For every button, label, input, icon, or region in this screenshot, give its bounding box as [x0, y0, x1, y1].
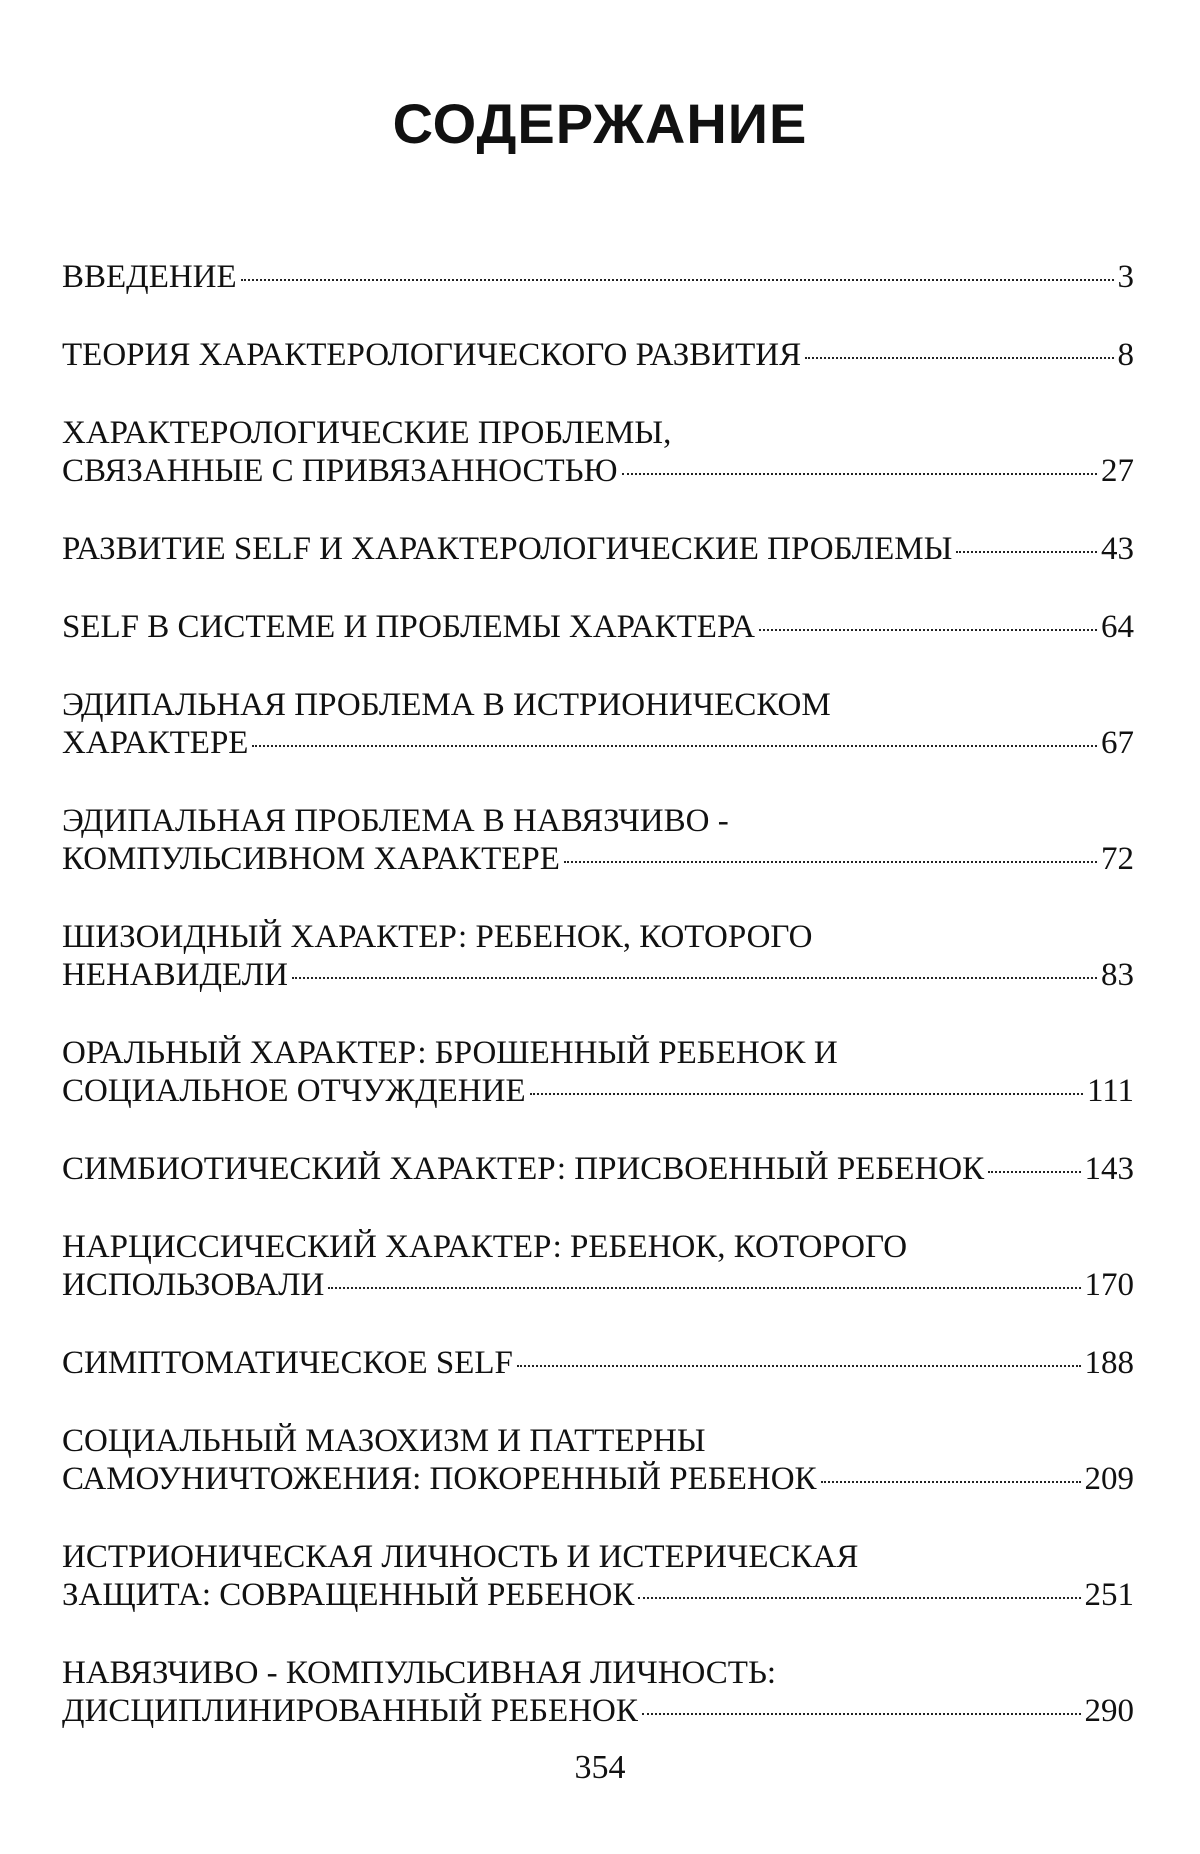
toc-entry-final-line [62, 608, 1134, 646]
toc-entry-title: КОМПУЛЬСИВНОМ ХАРАКТЕРЕ [62, 841, 560, 877]
toc-entry [62, 918, 1134, 994]
toc-entry-final-line [62, 1692, 1134, 1730]
toc-entry [62, 258, 1134, 296]
toc-entry-final-line [62, 1576, 1134, 1614]
toc-entry-final-line [62, 530, 1134, 568]
toc-entry-page: 251 [1084, 1577, 1134, 1613]
toc-entry-title: ТЕОРИЯ ХАРАКТЕРОЛОГИЧЕСКОГО РАЗВИТИЯ [62, 337, 802, 373]
toc-entry-page: 72 [1101, 841, 1134, 877]
toc-entry [62, 686, 1134, 762]
toc-entry-title: ХАРАКТЕРЕ [62, 725, 249, 761]
toc-entry [62, 1654, 1134, 1730]
toc-entry-title: СИМПТОМАТИЧЕСКОЕ SELF [62, 1345, 513, 1381]
toc-entry [62, 1422, 1134, 1498]
toc-entry-title-line: НАРЦИССИЧЕСКИЙ ХАРАКТЕР: РЕБЕНОК, КОТОРОГО [62, 1229, 908, 1265]
toc-entry-title: НЕНАВИДЕЛИ [62, 957, 288, 993]
dot-leader [252, 745, 1097, 747]
toc-entry-title: ЗАЩИТА: СОВРАЩЕННЫЙ РЕБЕНОК [62, 1577, 635, 1613]
dot-leader [805, 357, 1113, 359]
dot-leader [564, 861, 1097, 863]
dot-leader [622, 473, 1097, 475]
toc-entry-final-line [62, 336, 1134, 374]
dot-leader [517, 1365, 1081, 1367]
toc-entry [62, 414, 1134, 490]
toc-entry-page: 143 [1084, 1151, 1134, 1187]
toc-entry-title-line: ХАРАКТЕРОЛОГИЧЕСКИЕ ПРОБЛЕМЫ, [62, 415, 672, 451]
dot-leader [956, 551, 1097, 553]
toc-entry-final-line [62, 724, 1134, 762]
toc-entry-page: 170 [1084, 1267, 1134, 1303]
toc-entry-title: СИМБИОТИЧЕСКИЙ ХАРАКТЕР: ПРИСВОЕННЫЙ РЕБЕНОК [62, 1151, 985, 1187]
toc-entry-final-line [62, 1072, 1134, 1110]
toc-entry-page: 111 [1086, 1073, 1134, 1109]
toc-entry [62, 336, 1134, 374]
toc-entry [62, 1228, 1134, 1304]
dot-leader [759, 629, 1097, 631]
toc-entry-title-line: ЭДИПАЛЬНАЯ ПРОБЛЕМА В ИСТРИОНИЧЕСКОМ [62, 687, 831, 723]
toc-entry [62, 1538, 1134, 1614]
toc-entry [62, 530, 1134, 568]
toc-entry-final-line [62, 840, 1134, 878]
toc-entry-page: 188 [1084, 1345, 1134, 1381]
toc-entry-final-line [62, 956, 1134, 994]
toc-entry-page: 64 [1101, 609, 1134, 645]
toc-entry-page: 67 [1101, 725, 1134, 761]
page-title: СОДЕРЖАНИЕ [392, 92, 808, 155]
toc-entry-title: SELF В СИСТЕМЕ И ПРОБЛЕМЫ ХАРАКТЕРА [62, 609, 755, 645]
toc-entry-final-line [62, 258, 1134, 296]
toc-entry-title-line: ЭДИПАЛЬНАЯ ПРОБЛЕМА В НАВЯЗЧИВО - [62, 803, 729, 839]
toc-entry-final-line [62, 1150, 1134, 1188]
dot-leader [328, 1287, 1080, 1289]
toc-entry [62, 802, 1134, 878]
toc-entry-page: 290 [1084, 1693, 1134, 1729]
dot-leader [821, 1481, 1081, 1483]
toc-entry-title: СОЦИАЛЬНОЕ ОТЧУЖДЕНИЕ [62, 1073, 526, 1109]
dot-leader [642, 1713, 1081, 1715]
toc-entry-title: САМОУНИЧТОЖЕНИЯ: ПОКОРЕННЫЙ РЕБЕНОК [62, 1461, 817, 1497]
toc-entry-title: СВЯЗАННЫЕ С ПРИВЯЗАННОСТЬЮ [62, 453, 618, 489]
toc-entry-final-line [62, 1266, 1134, 1304]
toc-entry-title-line: НАВЯЗЧИВО - КОМПУЛЬСИВНАЯ ЛИЧНОСТЬ: [62, 1655, 777, 1691]
toc-entry-title-line: ШИЗОИДНЫЙ ХАРАКТЕР: РЕБЕНОК, КОТОРОГО [62, 919, 813, 955]
toc-entry-title-line: СОЦИАЛЬНЫЙ МАЗОХИЗМ И ПАТТЕРНЫ [62, 1423, 706, 1459]
toc-entry-final-line [62, 1460, 1134, 1498]
toc-entry-final-line [62, 452, 1134, 490]
toc-entry [62, 1344, 1134, 1382]
toc-entry-title: ДИСЦИПЛИНИРОВАННЫЙ РЕБЕНОК [62, 1693, 638, 1729]
toc-entry [62, 1150, 1134, 1188]
table-of-contents [62, 258, 1134, 1770]
toc-entry-title: РАЗВИТИЕ SELF И ХАРАКТЕРОЛОГИЧЕСКИЕ ПРОБЛЕМЫ [62, 531, 953, 567]
toc-entry-page: 43 [1101, 531, 1134, 567]
dot-leader [638, 1597, 1080, 1599]
toc-entry-title-line: ИСТРИОНИЧЕСКАЯ ЛИЧНОСТЬ И ИСТЕРИЧЕСКАЯ [62, 1539, 859, 1575]
toc-entry [62, 608, 1134, 646]
dot-leader [292, 977, 1097, 979]
toc-entry-title: ИСПОЛЬЗОВАЛИ [62, 1267, 325, 1303]
toc-entry-title: ВВЕДЕНИЕ [62, 259, 237, 295]
page-number: 354 [574, 1749, 626, 1786]
dot-leader [241, 279, 1114, 281]
toc-entry [62, 1034, 1134, 1110]
toc-entry-page: 209 [1084, 1461, 1134, 1497]
toc-entry-title-line: ОРАЛЬНЫЙ ХАРАКТЕР: БРОШЕННЫЙ РЕБЕНОК И [62, 1035, 838, 1071]
toc-entry-page: 27 [1101, 453, 1134, 489]
dot-leader [988, 1171, 1080, 1173]
toc-entry-page: 8 [1117, 337, 1134, 373]
toc-entry-page: 3 [1117, 259, 1134, 295]
toc-entry-page: 83 [1101, 957, 1134, 993]
dot-leader [530, 1093, 1083, 1095]
toc-entry-final-line [62, 1344, 1134, 1382]
